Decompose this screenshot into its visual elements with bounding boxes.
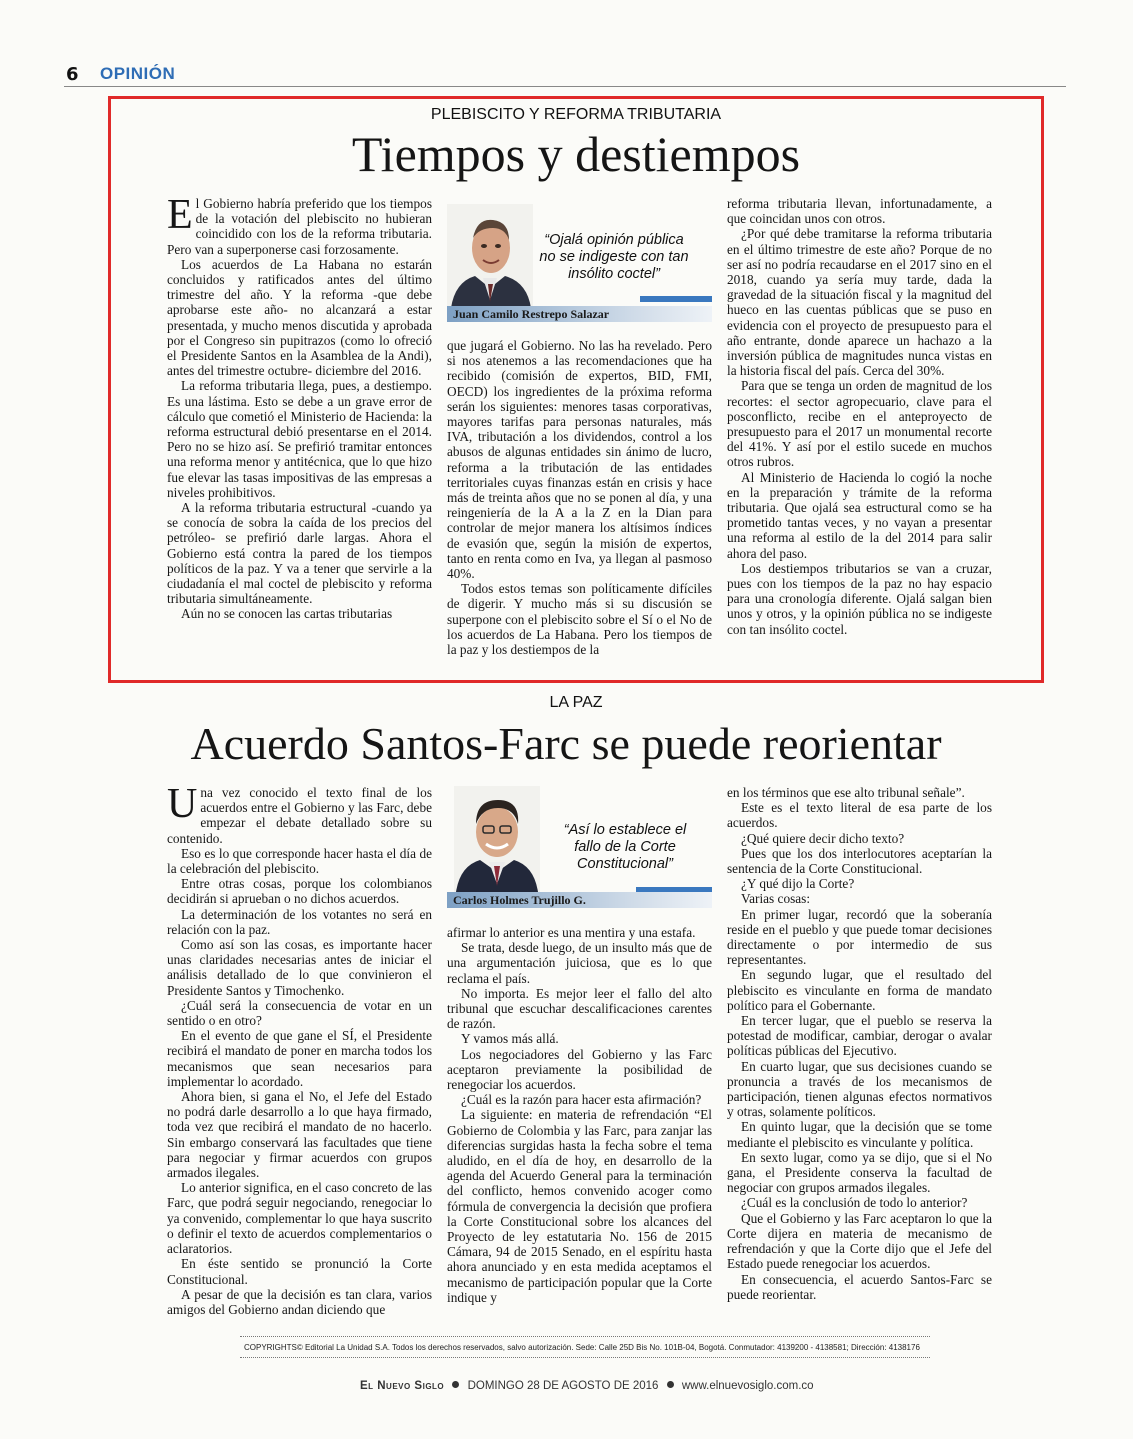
author-photo-icon bbox=[447, 204, 533, 308]
paragraph: Para que se tenga un orden de magnitud de los recortes: el sector agropecuario, clave para el posconflicto, recibe en el anteproyecto de presupuesto para el 2017 un monumental recorte del 41%. Y así por el estilo sucede en muchos otros rubros. bbox=[727, 378, 992, 470]
author-byline-1: Juan Camilo Restrepo Salazar bbox=[447, 306, 712, 322]
footer-divider bbox=[240, 1357, 930, 1358]
publication-date: DOMINGO 28 DE AGOSTO DE 2016 bbox=[467, 1380, 659, 1392]
article2-kicker: LA PAZ bbox=[549, 694, 603, 711]
paragraph: Eso es lo que corresponde hacer hasta el día de la celebración del plebiscito. bbox=[167, 845, 432, 877]
paragraph: Lo anterior significa, en el caso concreto de las Farc, que podrá seguir negociando, renegociar lo ya convenido, complementar lo que haya suscrito o definir el texto de acuerdos complementarios o aclaratorios. bbox=[167, 1180, 432, 1257]
header-divider bbox=[64, 86, 1066, 87]
paragraph: La determinación de los votantes no será en relación con la paz. bbox=[167, 906, 432, 937]
article1-kicker: PLEBISCITO Y REFORMA TRIBUTARIA bbox=[430, 106, 722, 123]
copyright-notice: COPYRIGHTS© Editorial La Unidad S.A. Todos los derechos reservados, salvo autorización. Sede: Calle 25D Bis No. 101B-04, Bogotá. Conmutador: 4139200 - 4138581; Dirección: 4138176 bbox=[244, 1343, 920, 1352]
article2-column-3 bbox=[727, 785, 992, 1327]
paragraph: Aún no se conocen las cartas tributarias bbox=[181, 606, 393, 622]
author-portrait-2 bbox=[454, 786, 540, 892]
author-byline-2: Carlos Holmes Trujillo G. bbox=[447, 892, 712, 908]
newspaper-brand: El Nuevo Siglo bbox=[360, 1380, 445, 1392]
paragraph: Ahora bien, si gana el No, el Jefe del Estado no podrá darle desarrollo a lo que haya firmado, toda vez que recibirá el mandato de no hacerlo. Sin embargo conservará las facultades que tiene para negociar y firmar acuerdos con grupos armados ilegales. bbox=[167, 1089, 432, 1181]
paragraph: Pues que los dos interlocutores aceptarían la sentencia de la Corte Constitucional. bbox=[727, 845, 992, 877]
paragraph: Todos estos temas son políticamente difíciles de digerir. Y mucho más si su discusión se superpone con el plebiscito sobre el Sí o el No de los acuerdos de La Habana. Pero los tiempos de la paz y los destiempos de la bbox=[447, 581, 712, 658]
paragraph: Varias cosas: bbox=[741, 891, 811, 907]
website-link[interactable]: www.elnuevosiglo.com.co bbox=[681, 1380, 814, 1392]
paragraph: Como así son las cosas, es importante hacer unas claridades necesarias antes de iniciar el análisis detallado de lo que convinieron el Presidente Santos y Timochenko. bbox=[167, 937, 432, 998]
paragraph: l Gobierno habría preferido que los tiempos de la votación del plebiscito no hubieran coincidido con los de la reforma tributaria. Pero van a superponerse casi forzosamente. bbox=[167, 196, 432, 257]
paragraph: Los negociadores del Gobierno y las Farc aceptaron previamente la posibilidad de renegociar los acuerdos. bbox=[447, 1046, 712, 1093]
newspaper-footer bbox=[360, 1380, 814, 1392]
quote-accent-bar bbox=[640, 296, 712, 302]
article2-headline: Acuerdo Santos-Farc se puede reorientar bbox=[190, 718, 942, 769]
paragraph: En cuarto lugar, que sus decisiones cuando se pronuncia a través de los mecanismos de participación, tienen algunas efectos normativos y otras, solamente políticos. bbox=[727, 1058, 992, 1120]
drop-cap: U bbox=[167, 785, 198, 827]
paragraph: afirmar lo anterior es una mentira y una estafa. bbox=[447, 925, 696, 940]
author-photo-icon bbox=[454, 786, 540, 892]
paragraph: Entre otras cosas, porque los colombianos decidirán si aprueban o no dichos acuerdos. bbox=[167, 876, 432, 907]
paragraph: ¿Y qué dijo la Corte? bbox=[741, 876, 855, 892]
article2-column-1 bbox=[167, 785, 432, 1327]
paragraph: En segundo lugar, que el resultado del plebiscito es vinculante en forma de mandato político para el Gobernante. bbox=[727, 967, 992, 1013]
drop-cap: E bbox=[167, 196, 193, 238]
paragraph: Al Ministerio de Hacienda lo cogió la noche en la preparación y trámite de la reforma tributaria. Que ojalá sea estructural como se ha prometido tantas veces, y no vayan a presentar una reforma al estilo de la del 2014 para salir ahora del paso. bbox=[727, 469, 992, 561]
paragraph: Este es el texto literal de esa parte de los acuerdos. bbox=[727, 800, 992, 831]
paragraph: En consecuencia, el acuerdo Santos-Farc se puede reorientar. bbox=[727, 1271, 992, 1302]
section-title: OPINIÓN bbox=[100, 64, 176, 83]
paragraph: reforma tributaria llevan, infortunadamente, a que coincidan unos con otros. bbox=[727, 196, 992, 227]
paragraph: ¿Cuál es la conclusión de todo lo anterior? bbox=[741, 1195, 968, 1211]
article1-column-3 bbox=[727, 196, 992, 672]
page-number: 6 bbox=[66, 64, 79, 85]
paragraph: na vez conocido el texto final de los acuerdos entre el Gobierno y las Farc, debe empezar el debate detallado sobre su contenido. bbox=[167, 785, 432, 846]
paragraph: En el evento de que gane el SÍ, el Presidente recibirá el mandato de poner en marcha todos los mecanismos que sean necesarios para implementar lo acordado. bbox=[167, 1028, 432, 1089]
paragraph: Que el Gobierno y las Farc aceptaron lo que la Corte dijera en materia de mecanismo de refrendación y que la Corte dijo que el Jefe del Estado puede renegociar los acuerdos. bbox=[727, 1210, 992, 1272]
paragraph: Y vamos más allá. bbox=[461, 1031, 559, 1047]
article1-headline: Tiempos y destiempos bbox=[351, 126, 801, 182]
paragraph: En primer lugar, recordó que la soberanía reside en el pueblo y que puede tomar decisiones directamente o por intermedio de sus representantes. bbox=[727, 906, 992, 968]
paragraph: En quinto lugar, que la decisión que se tome mediante el plebiscito es vinculante y política. bbox=[727, 1119, 992, 1150]
paragraph: ¿Qué quiere decir dicho texto? bbox=[741, 830, 905, 846]
paragraph: La reforma tributaria llega, pues, a destiempo. Es una lástima. Esto se debe a un grave error de cálculo que cometió el Ministerio de Hacienda: la reforma estructural debió presentarse en el 2014. Pero no se hizo así. Se prefirió tramitar entonces una reforma menor y antitécnica, que lo que hizo fue elevar las tasas impositivas de las empresas a niveles prohibitivos. bbox=[167, 378, 432, 500]
pull-quote-2: “Así lo establece el fallo de la Corte Constitucional” bbox=[563, 822, 687, 872]
article1-column-1 bbox=[167, 196, 432, 672]
paragraph: En éste sentido se pronunció la Corte Constitucional. bbox=[167, 1256, 432, 1287]
pull-quote-1: “Ojalá opinión pública no se indigeste con tan insólito coctel” bbox=[539, 232, 689, 282]
paragraph: A la reforma tributaria estructural -cuando ya se conocía de sobra la caída de los precios del petróleo- se prefirió darle largas. Ahora el Gobierno está contra la pared de los tiempos políticos de la paz. Y va a tener que servirle a la ciudadanía el mal coctel de plebiscito y reforma tributaria simultáneamente. bbox=[167, 500, 432, 607]
paragraph: ¿Cuál será la consecuencia de votar en un sentido o en otro? bbox=[167, 997, 432, 1029]
author-portrait-1 bbox=[447, 204, 533, 308]
bullet-icon bbox=[667, 1381, 674, 1388]
paragraph: Los destiempos tributarios se van a cruzar, pues con los tiempos de la paz no hay espacio para una cronología diferente. Ojalá salgan bien unos y otros, y la opinión pública no se indigeste con tan insólito coctel. bbox=[727, 560, 992, 637]
paragraph: En tercer lugar, que el pueblo se reserva la potestad de modificar, cambiar, derogar o avalar políticas públicas del Ejecutivo. bbox=[727, 1013, 992, 1059]
paragraph: No importa. Es mejor leer el fallo del alto tribunal que escuchar descalificaciones carentes de razón. bbox=[447, 985, 712, 1032]
paragraph: ¿Cuál es la razón para hacer esta afirmación? bbox=[461, 1092, 702, 1108]
paragraph: en los términos que ese alto tribunal señale”. bbox=[727, 785, 965, 800]
article1-column-2 bbox=[447, 338, 712, 672]
article2-column-2 bbox=[447, 925, 712, 1327]
footer-divider bbox=[240, 1336, 930, 1337]
paragraph: En sexto lugar, como ya se dijo, que si el No gana, el Presidente conserva la facultad de negociar con grupos armados ilegales. bbox=[727, 1149, 992, 1196]
paragraph: La siguiente: en materia de refrendación “El Gobierno de Colombia y las Farc, para zanjar las diferencias surgidas hasta la fecha sobre el tema aludido, en el día de hoy, en desarrollo de la agenda del Acuerdo General para la terminación del conflicto, hemos convenido acoger como fórmula de convergencia la decisión que profiera la Corte Constitucional sobre los alcances del Proyecto de ley estatutaria No. 156 de 2015 Cámara, 94 de 2015 Senado, en el espíritu hasta ahora anunciado y en esta medida aceptamos el mecanismo de participación popular que la Corte indique y bbox=[447, 1107, 712, 1305]
paragraph: Se trata, desde luego, de un insulto más que de una argumentación juiciosa, que es lo que reclama el país. bbox=[447, 940, 712, 986]
paragraph: que jugará el Gobierno. No las ha revelado. Pero si nos atenemos a las recomendaciones que ha recibido (comisión de expertos, BID, FMI, OECD) los ingredientes de la próxima reforma serán los siguientes: menores tasas corporativas, mayores tarifas para personas naturales, más IVA, tributación a los dividendos, control a los abusos de algunas entidades sin ánimo de lucro, reforma a la tributación de las entidades territoriales cuyas finanzas están en crisis y hace más de treinta años que no se ponen al día, y una reingeniería de la A a la Z en la Dian para controlar de mejor manera los altísimos índices de evasión que, según la misión de expertos, tanto en renta como en Iva, ya llegan al pasmoso 40%. bbox=[447, 338, 712, 582]
paragraph: Los acuerdos de La Habana no estarán concluidos y ratificados antes del último trimestre del año. Y la reforma -que debe aprobarse este año- no alcanzará a estar presentada, y mucho menos discutida y aprobada por el Congreso sin pupitrazos (como lo ofreció el Presidente Santos en la Asamblea de la Andi), antes del trimestre octubre- diciembre del 2016. bbox=[167, 256, 432, 379]
paragraph: A pesar de que la decisión es tan clara, varios amigos del Gobierno andan diciendo que bbox=[167, 1286, 432, 1317]
bullet-icon bbox=[452, 1381, 459, 1388]
paragraph: ¿Por qué debe tramitarse la reforma tributaria en el último trimestre de este año? Porque de no ser así no podría recaudarse en el 2017 sino en el 2018, cuando ya sería muy tarde, dada la gravedad de la situación fiscal y la magnitud del hueco en las cuentas públicas que se puso en evidencia con el proyecto de presupuesto para el año entrante, donde aparece un hachazo a la inversión pública de magnitudes nunca vistas en la historia fiscal del país. Cerca del 30%. bbox=[727, 226, 992, 379]
